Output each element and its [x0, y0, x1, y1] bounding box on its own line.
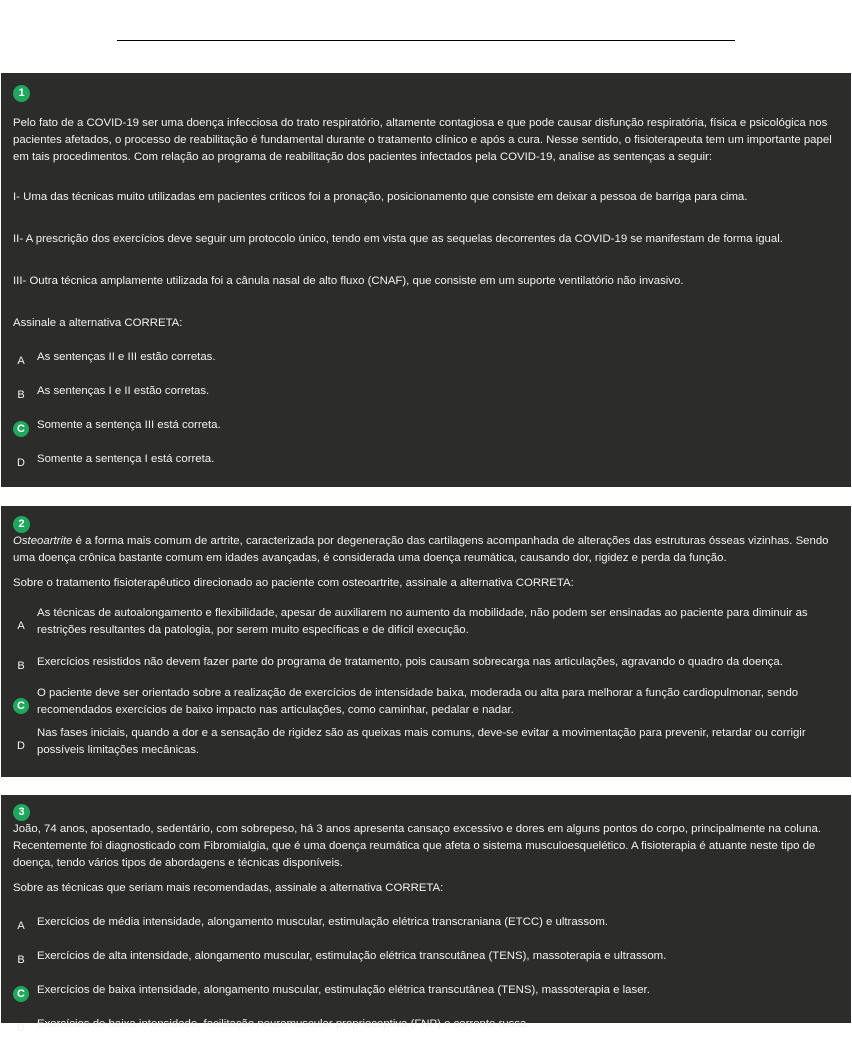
option-text: Somente a sentença I está correta.	[37, 452, 215, 465]
question-prompt: Sobre as técnicas que seriam mais recomendadas, assinale a alternativa CORRETA:	[13, 882, 444, 894]
option-d[interactable]	[13, 442, 841, 476]
question-stem	[13, 533, 841, 567]
question-number-badge: 1	[13, 85, 30, 102]
option-d[interactable]	[13, 1007, 841, 1041]
option-text: As técnicas de autoalongamento e flexibilidade, apesar de auxiliarem no aumento da mobilidade, não podem ser ensinadas ao paciente para diminuir as restrições resultantes da patologia, por serem muito específicas e de difícil execução.	[37, 607, 808, 636]
option-letter: A	[17, 620, 25, 632]
question-prompt: Assinale a alternativa CORRETA:	[13, 317, 183, 329]
option-text: As sentenças II e III estão corretas.	[37, 350, 216, 363]
question-card-1	[1, 73, 851, 487]
option-text: As sentenças I e II estão corretas.	[37, 384, 210, 397]
option-text: Exercícios de média intensidade, alongamento muscular, estimulação elétrica transcraniana (ETCC) e ultrassom.	[37, 915, 609, 928]
option-b[interactable]	[13, 644, 841, 680]
option-a[interactable]	[13, 340, 841, 374]
option-letter: A	[17, 920, 25, 932]
option-c[interactable]	[13, 973, 841, 1007]
option-text: Exercícios de baixa intensidade, alongamento muscular, estimulação elétrica transcutânea (TENS), massoterapia e laser.	[37, 983, 650, 996]
statement-2: II- A prescrição dos exercícios deve seguir um protocolo único, tendo em vista que as sequelas decorrentes da COVID-19 se manifestam de forma igual.	[13, 233, 783, 245]
option-letter: A	[17, 355, 25, 367]
correct-answer-badge: C	[13, 986, 29, 1002]
question-number-badge: 3	[13, 804, 30, 821]
option-text: Exercícios resistidos não devem fazer parte do programa de tratamento, pois causam sobrecarga nas articulações, agravando o quadro da doença.	[37, 655, 783, 668]
option-letter: B	[17, 389, 25, 401]
statement-3: III- Outra técnica amplamente utilizada foi a cânula nasal de alto fluxo (CNAF), que consiste em um suporte ventilatório não invasivo.	[13, 275, 684, 287]
option-letter: D	[17, 457, 25, 469]
option-text: Somente a sentença III está correta.	[37, 418, 221, 431]
question-card-2	[1, 506, 851, 777]
correct-answer-badge: C	[13, 698, 29, 714]
option-b[interactable]	[13, 374, 841, 408]
option-c[interactable]	[13, 680, 841, 724]
option-a[interactable]	[13, 905, 841, 939]
question-stem: João, 74 anos, aposentado, sedentário, com sobrepeso, há 3 anos apresenta cansaço excessivo e dores em alguns pontos do corpo, principalmente na coluna. Recentemente foi diagnosticado com Fibromialgia, que é uma doença reumática que afeta o sistema musculoesquelético. A fisioterapia é atuante neste tipo de doença, tendo vários tipos de abordagens e técnicas disponíveis.	[13, 823, 821, 869]
option-letter: B	[17, 954, 25, 966]
option-c[interactable]	[13, 408, 841, 442]
question-card-3	[1, 795, 851, 1034]
stem-text: é a forma mais comum de artrite, caracterizada por degeneração das cartilagens acompanhada de alterações das estruturas ósseas vizinhas. Sendo uma doença crônica bastante comum em idades avançadas, é considerada uma doença reumática, causando dor, rigidez e perda da função.	[13, 535, 829, 564]
option-text: Nas fases iniciais, quando a dor e a sensação de rigidez são as queixas mais comuns, deve-se evitar a movimentação para prevenir, retardar ou corrigir possíveis limitações mecânicas.	[37, 727, 806, 756]
option-letter: D	[17, 1022, 25, 1034]
statement-1: I- Uma das técnicas muito utilizadas em pacientes críticos foi a pronação, posicionamento que consiste em deixar a pessoa de barriga para cima.	[13, 191, 748, 203]
option-text: O paciente deve ser orientado sobre a realização de exercícios de intensidade baixa, moderada ou alta para melhorar a função cardiopulmonar, sendo recomendados exercícios de baixo impacto nas articulações, como caminhar, pedalar e nadar.	[37, 687, 799, 716]
option-d[interactable]	[13, 724, 841, 760]
option-text: Exercícios de baixa intensidade, facilitação neuromuscular proprioceptiva (FNP) e corrente russa.	[37, 1017, 530, 1030]
option-a[interactable]	[13, 600, 841, 644]
question-number-badge: 2	[13, 516, 30, 533]
correct-answer-badge: C	[13, 421, 29, 437]
question-prompt: Sobre o tratamento fisioterapêutico direcionado ao paciente com osteoartrite, assinale a alternativa CORRETA:	[13, 577, 574, 589]
option-b[interactable]	[13, 939, 841, 973]
option-letter: B	[17, 660, 25, 672]
option-letter: D	[17, 740, 25, 752]
option-text: Exercícios de alta intensidade, alongamento muscular, estimulação elétrica transcutânea (TENS), massoterapia e ultrassom.	[37, 949, 667, 962]
stem-italic-term: Osteoartrite	[13, 535, 73, 547]
question-stem: Pelo fato de a COVID-19 ser uma doença infecciosa do trato respiratório, altamente contagiosa e que pode causar disfunção respiratória, física e psicológica nos pacientes afetados, o processo de reabilitação é fundamental durante o tratamento clínico e após a cura. Nesse sentido, o fisioterapeuta tem um importante papel em tais procedimentos. Com relação ao programa de reabilitação dos pacientes infectados pela COVID-19, analise as sentenças a seguir:	[13, 117, 832, 163]
top-divider	[117, 40, 735, 41]
